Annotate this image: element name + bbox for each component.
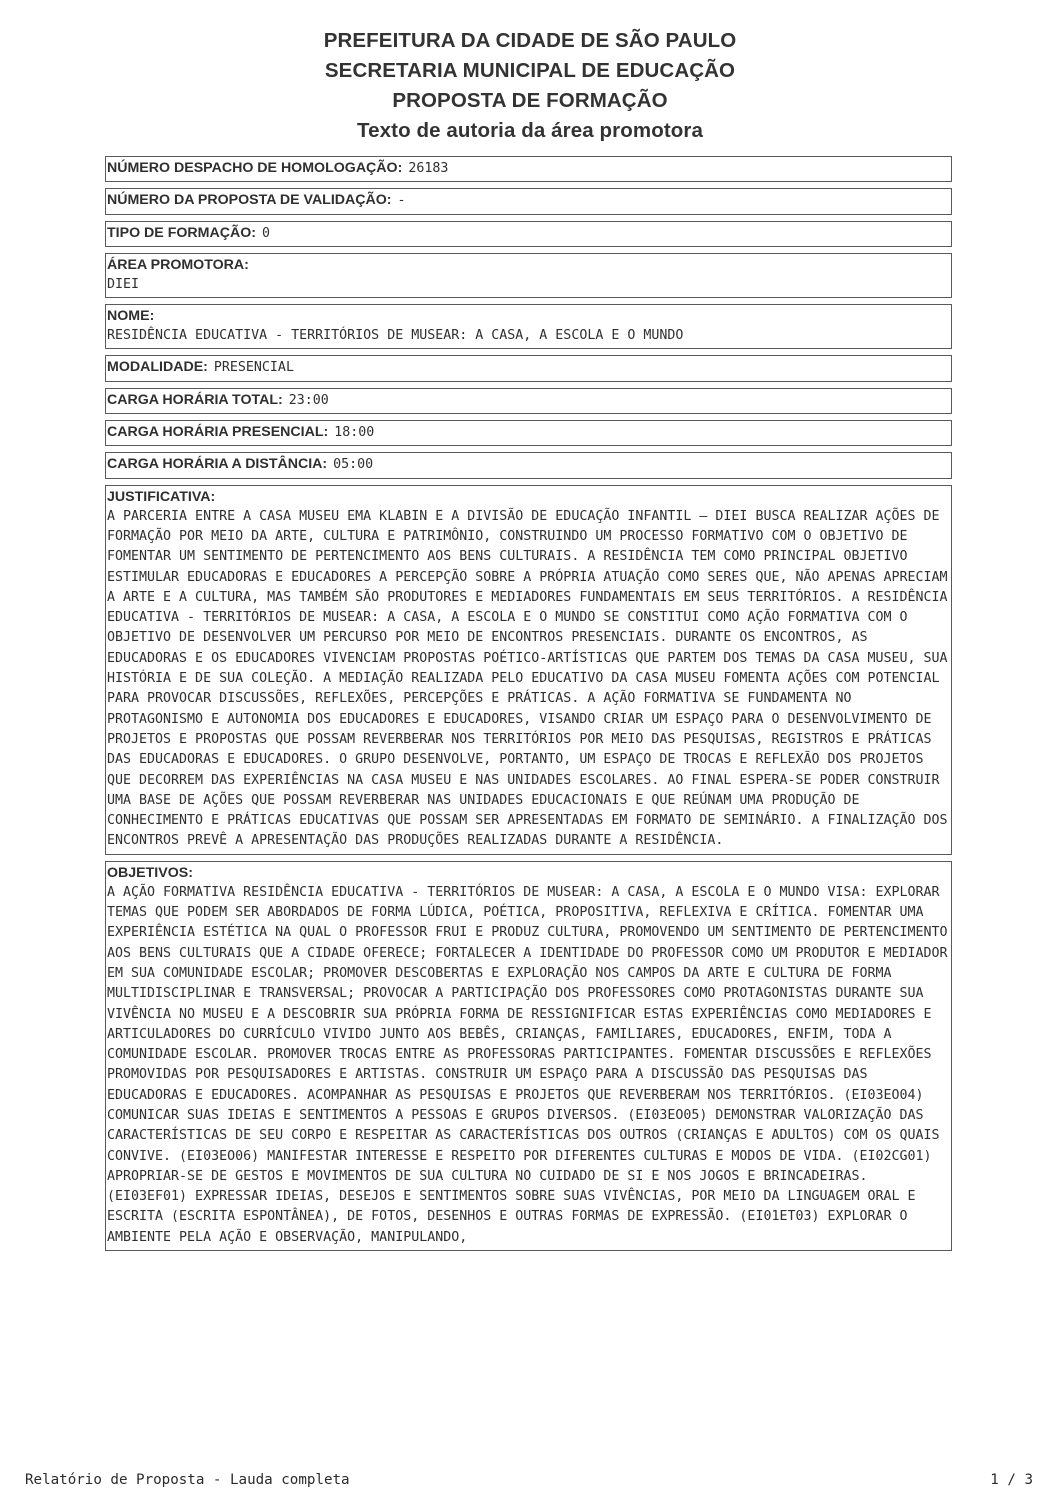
page-footer (25, 1472, 1033, 1488)
field-justificativa-value: A PARCERIA ENTRE A CASA MUSEU EMA KLABIN E A DIVISÃO DE EDUCAÇÃO INFANTIL — DIEI BUSCA REALIZAR AÇÕES DE FORMAÇÃO POR MEIO DA ARTE, CULTURA E PATRIMÔNIO, CONSTRUINDO UM PROCESSO FORMATIVO COM O OBJETIVO DE FOMENTAR UM SENTIMENTO DE PERTENCIMENTO AOS BENS CULTURAIS. A RESIDÊNCIA TEM COMO PRINCIPAL OBJETIVO ESTIMULAR EDUCADORAS E EDUCADORES A PERCEPÇÃO SOBRE A PRÓPRIA ATUAÇÃO COMO SERES QUE, NÃO APENAS APRECIAM A ARTE E A CULTURA, MAS TAMBÉM SÃO PRODUTORES E MEDIADORES FUNDAMENTAIS EM SEUS TERRITÓRIOS. A RESIDÊNCIA EDUCATIVA - TERRITÓRIOS DE MUSEAR: A CASA, A ESCOLA E O MUNDO SE CONSTITUI COMO AÇÃO FORMATIVA COM O OBJETIVO DE DESENVOLVER UM PERCURSO POR MEIO DE ENCONTROS PRESENCIAIS. DURANTE OS ENCONTROS, AS EDUCADORAS E OS EDUCADORES VIVENCIAM PROPOSTAS POÉTICO-ARTÍSTICAS QUE PARTEM DOS TEMAS DA CASA MUSEU, SUA HISTÓRIA E DE SUA COLEÇÃO. A MEDIAÇÃO REALIZADA PELO EDUCATIVO DA CASA MUSEU FOMENTA AÇÕES COM POTENCIAL PARA PROVOCAR DISCUSSÕES, REFLEXÕES, PERCEPÇÕES E PRÁTICAS. A AÇÃO FORMATIVA SE FUNDAMENTA NO PROTAGONISMO E AUTONOMIA DOS EDUCADORES E EDUCADORES, VISANDO CRIAR UM ESPAÇO PARA O DESENVOLVIMENTO DE PROJETOS E PROPOSTAS QUE POSSAM REVERBERAR NOS TERRITÓRIOS POR MEIO DAS PESQUISAS, REGISTROS E PRÁTICAS DAS EDUCADORAS E EDUCADORES. O GRUPO DESENVOLVE, PORTANTO, UM ESPAÇO DE TROCAS E REFLEXÃO DOS PROJETOS QUE DECORREM DAS EXPERIÊNCIAS NA CASA MUSEU E NAS UNIDADES ESCOLARES. AO FINAL ESPERA-SE PODER CONSTRUIR UMA BASE DE AÇÕES QUE POSSAM REVERBERAR NAS UNIDADES EDUCACIONAIS E QUE REÚNAM UMA PRODUÇÃO DE CONHECIMENTO E PRÁTICAS EDUCATIVAS QUE POSSAM SER APRESENTADAS EM FORMATO DE SEMINÁRIO. A FINALIZAÇÃO DOS ENCONTROS PREVÊ A APRESENTAÇÃO DAS PRODUÇÕES REALIZADAS DURANTE A RESIDÊNCIA. (107, 508, 948, 849)
field-area-promotora-value: DIEI (107, 276, 140, 292)
field-area-promotora (105, 253, 952, 298)
field-carga-distancia-value: 05:00 (333, 457, 374, 473)
header-autoria: Texto de autoria da área promotora (357, 119, 703, 142)
field-justificativa (105, 485, 952, 855)
field-objetivos (105, 861, 952, 1251)
field-modalidade (105, 355, 952, 381)
field-tipo-formacao-value: 0 (261, 225, 270, 241)
field-proposta-validacao-value: - (397, 193, 406, 209)
field-carga-presencial-value: 18:00 (334, 425, 375, 441)
field-nome-label: NOME: (107, 308, 155, 325)
field-nome (105, 304, 952, 349)
field-area-promotora-label: ÁREA PROMOTORA: (107, 256, 249, 273)
footer-report-title: Relatório de Proposta - Lauda completa (25, 1472, 350, 1488)
header-prefeitura: PREFEITURA DA CIDADE DE SÃO PAULO (323, 29, 737, 52)
field-proposta-validacao-label: NÚMERO DA PROPOSTA DE VALIDAÇÃO: (107, 192, 392, 209)
footer-page-number: 1 / 3 (990, 1472, 1033, 1488)
field-carga-presencial (105, 420, 952, 446)
field-carga-total (105, 388, 952, 414)
field-proposta-validacao (105, 188, 952, 214)
field-objetivos-value: A AÇÃO FORMATIVA RESIDÊNCIA EDUCATIVA - TERRITÓRIOS DE MUSEAR: A CASA, A ESCOLA E O MUNDO VISA: EXPLORAR TEMAS QUE PODEM SER ABORDADOS DE FORMA LÚDICA, POÉTICA, PROPOSITIVA, REFLEXIVA E CRÍTICA. FOMENTAR UMA EXPERIÊNCIA ESTÉTICA NA QUAL O PROFESSOR FRUI E PRODUZ CULTURA, PROMOVENDO UM SENTIMENTO DE PERTENCIMENTO AOS BENS CULTURAIS QUE A CIDADE OFERECE; FORTALECER A IDENTIDADE DO PROFESSOR COMO UM PRODUTOR E MEDIADOR EM SUA COMUNIDADE ESCOLAR; PROMOVER DESCOBERTAS E EXPLORAÇÃO NOS CAMPOS DA ARTE E CULTURA DE FORMA MULTIDISCIPLINAR E TRANSVERSAL; PROVOCAR A PARTICIPAÇÃO DOS PROFESSORES COMO PROTAGONISTAS DURANTE SUA VIVÊNCIA NO MUSEU E A DESCOBRIR SUA PRÓPRIA FORMA DE RESSIGNIFICAR ESTAS EXPERIÊNCIAS COMO MEDIADORES E ARTICULADORES DO CURRÍCULO VIVIDO JUNTO AOS BEBÊS, CRIANÇAS, FAMILIARES, EDUCADORES, ENFIM, TODA A COMUNIDADE ESCOLAR. PROMOVER TROCAS ENTRE AS PROFESSORAS PARTICIPANTES. FOMENTAR DISCUSSÕES E REFLEXÕES PROMOVIDAS POR PESQUISADORES E ARTISTAS. CONSTRUIR UM ESPAÇO PARA A DISCUSSÃO DAS PESQUISAS DAS EDUCADORAS E EDUCADORES. ACOMPANHAR AS PESQUISAS E PROJETOS QUE REVERBERAM NOS TERRITÓRIOS. (EI03EO04) COMUNICAR SUAS IDEIAS E SENTIMENTOS A PESSOAS E GRUPOS DIVERSOS. (EI03EO05) DEMONSTRAR VALORIZAÇÃO DAS CARACTERÍSTICAS DE SEU CORPO E RESPEITAR AS CARACTERÍSTICAS DOS OUTROS (CRIANÇAS E ADULTOS) COM OS QUAIS CONVIVE. (EI03EO06) MANIFESTAR INTERESSE E RESPEITO POR DIFERENTES CULTURAS E MODOS DE VIDA. (EI02CG01) APROPRIAR-SE DE GESTOS E MOVIMENTOS DE SUA CULTURA NO CUIDADO DE SI E NOS JOGOS E BRINCADEIRAS. (EI03EF01) EXPRESSAR IDEIAS, DESEJOS E SENTIMENTOS SOBRE SUAS VIVÊNCIAS, POR MEIO DA LINGUAGEM ORAL E ESCRITA (ESCRITA ESPONTÂNEA), DE FOTOS, DESENHOS E OUTRAS FORMAS DE EXPRESSÃO. (EI01ET03) EXPLORAR O AMBIENTE PELA AÇÃO E OBSERVAÇÃO, MANIPULANDO, (107, 884, 948, 1245)
header-secretaria: SECRETARIA MUNICIPAL DE EDUCAÇÃO (324, 59, 736, 82)
field-modalidade-value: PRESENCIAL (213, 360, 294, 376)
field-despacho-value: 26183 (408, 161, 449, 176)
field-nome-value: RESIDÊNCIA EDUCATIVA - TERRITÓRIOS DE MUSEAR: A CASA, A ESCOLA E O MUNDO (107, 328, 684, 344)
field-despacho-label: NÚMERO DESPACHO DE HOMOLOGAÇÃO: (107, 160, 403, 176)
field-tipo-formacao (105, 221, 952, 247)
field-justificativa-label: JUSTIFICATIVA: (107, 488, 216, 505)
field-modalidade-label: MODALIDADE: (107, 359, 208, 376)
field-tipo-formacao-label: TIPO DE FORMAÇÃO: (107, 224, 256, 241)
field-carga-presencial-label: CARGA HORÁRIA PRESENCIAL: (107, 424, 329, 441)
field-despacho (105, 156, 952, 182)
field-carga-total-value: 23:00 (288, 392, 329, 408)
header-proposta: PROPOSTA DE FORMAÇÃO (392, 89, 668, 112)
proposal-fields (105, 156, 952, 1257)
document-header (0, 26, 1060, 146)
field-objetivos-label: OBJETIVOS: (107, 864, 193, 881)
field-carga-distancia-label: CARGA HORÁRIA A DISTÂNCIA: (107, 456, 328, 473)
field-carga-total-label: CARGA HORÁRIA TOTAL: (107, 391, 283, 408)
field-carga-distancia (105, 452, 952, 478)
